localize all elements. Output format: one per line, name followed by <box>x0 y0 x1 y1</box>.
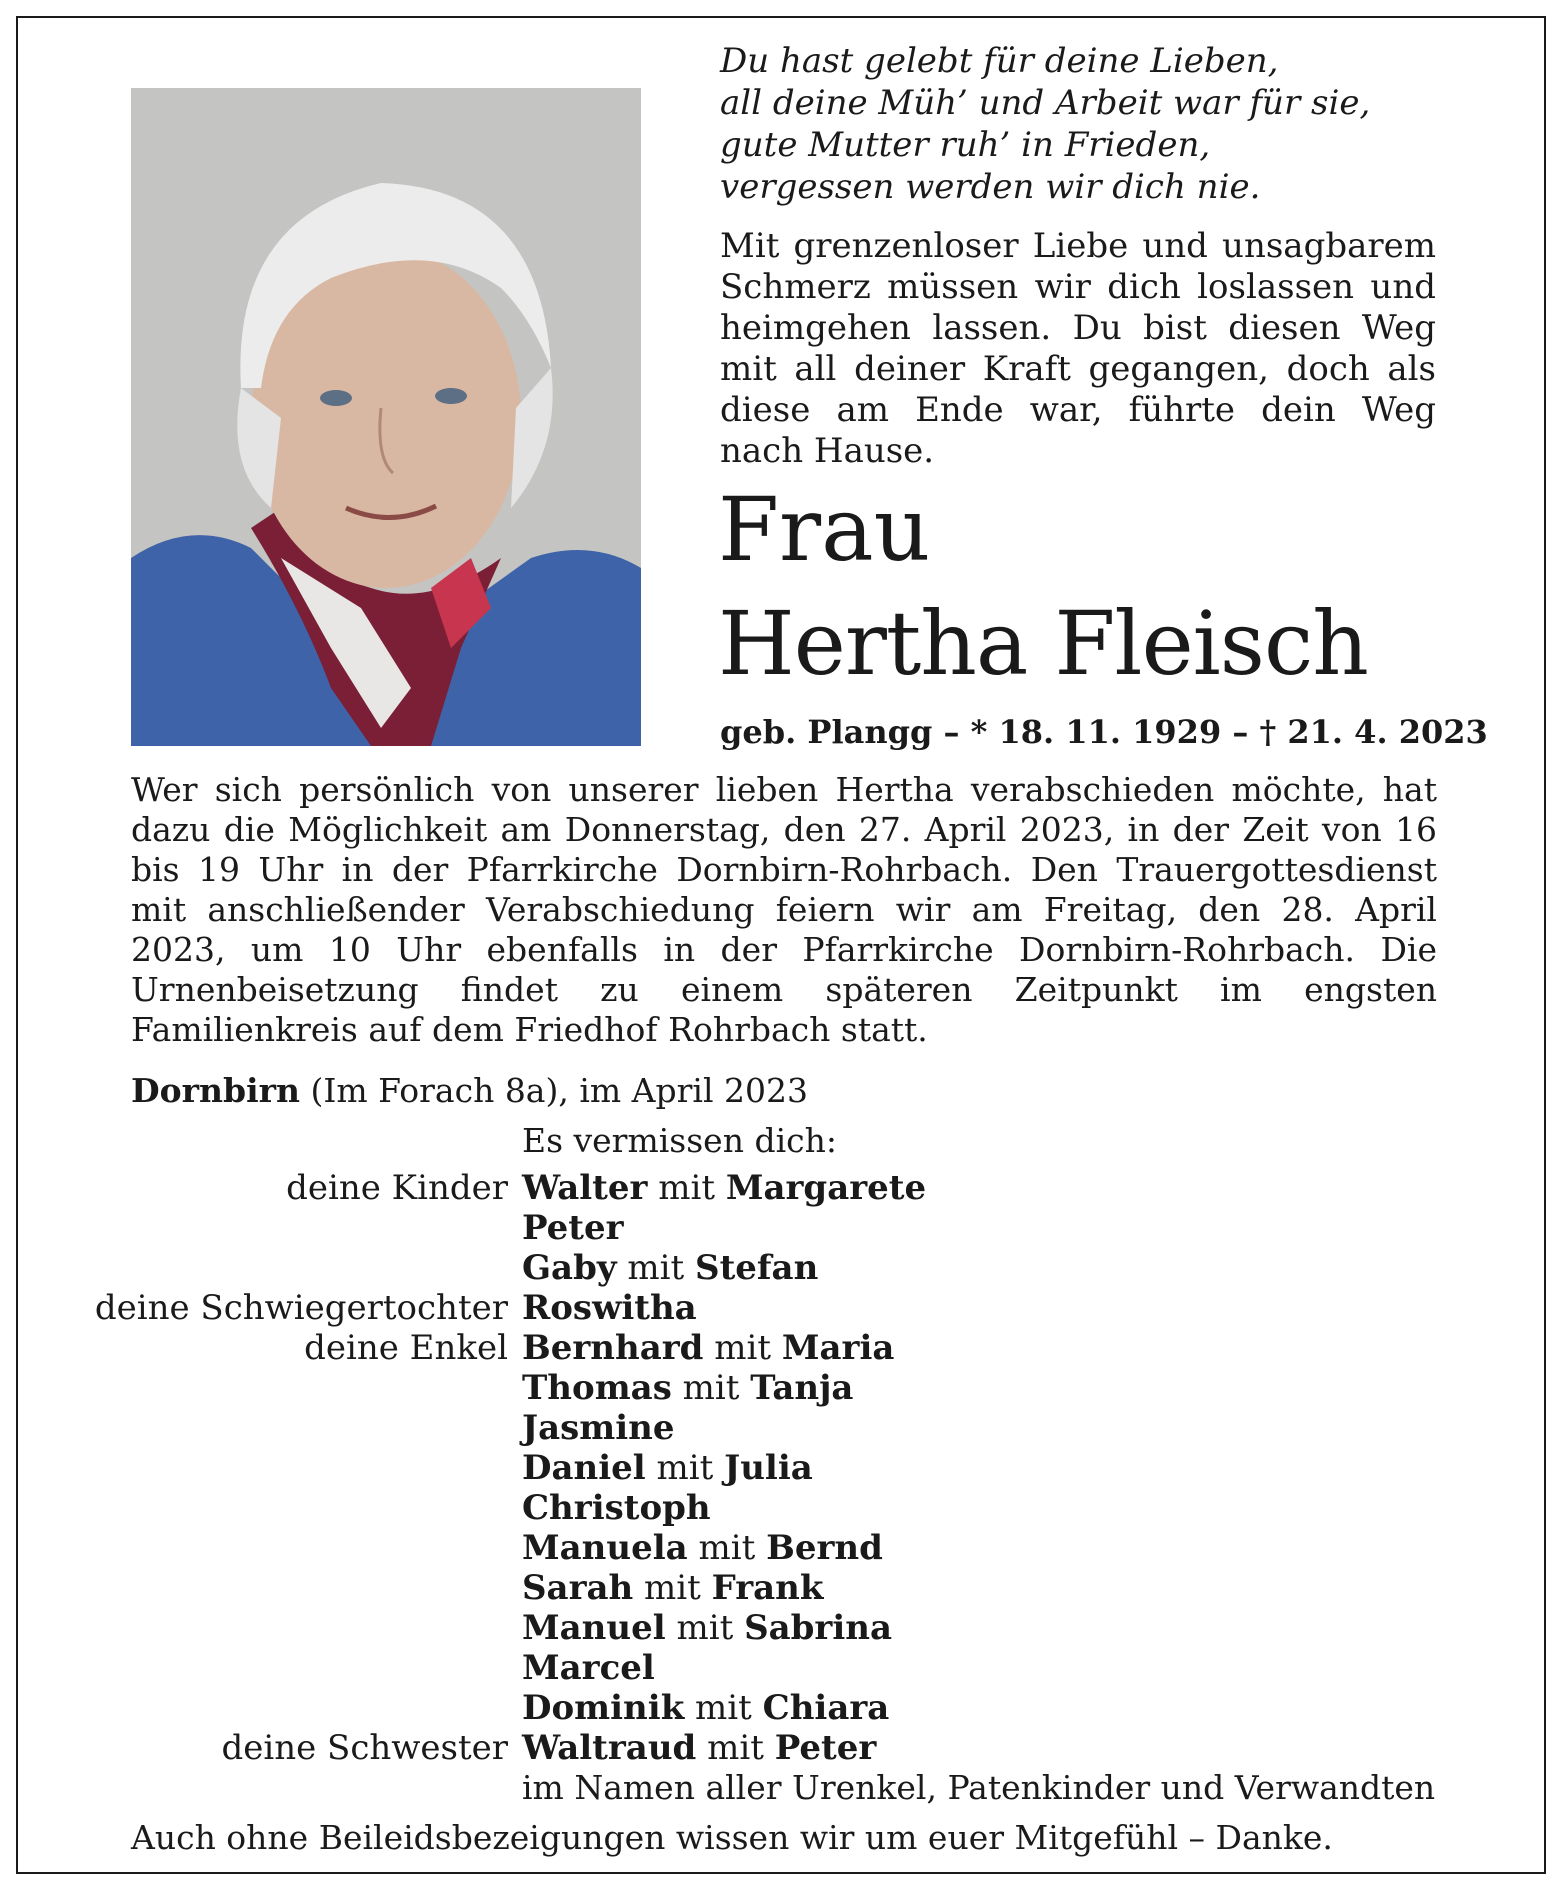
honorific: Frau <box>718 478 931 581</box>
mourner-row <box>80 1208 1500 1248</box>
mourner-row <box>80 1368 1500 1408</box>
mourner-row <box>80 1288 1500 1328</box>
poem-line: gute Mutter ruh’ in Frieden, <box>720 125 1211 165</box>
mourner-relation <box>80 1608 522 1648</box>
mourner-name: Walter <box>522 1168 648 1208</box>
mourner-relation: deine Enkel <box>304 1328 508 1368</box>
mourner-relation <box>80 1368 522 1408</box>
mourner-joiner: mit <box>647 1168 726 1208</box>
mourner-row <box>80 1168 1500 1208</box>
mourner-relation <box>80 1448 522 1488</box>
mourner-partner: Margarete <box>725 1168 927 1208</box>
mourner-joiner: mit <box>665 1608 745 1648</box>
mourner-name: Peter <box>522 1208 624 1248</box>
mourner-partner: Maria <box>781 1328 895 1368</box>
funeral-details-paragraph: Wer sich persönlich von unserer lieben Hertha verabschieden möchte, hat dazu die Möglichkeit am Donnerstag, den 27. April 2023, in der Zeit von 16 bis 19 Uhr in der Pfarrkirche Dornbirn-Rohrbach. Den Trauergottesdienst mit anschließender Verabschiedung feiern wir am Freitag, den 28. April 2023, um 10 Uhr ebenfalls in der Pfarrkirche Dornbirn-Rohrbach. Die Urnenbeisetzung findet zu einem späteren Zeitpunkt im engsten Familienkreis auf dem Friedhof Rohrbach statt. <box>131 770 1437 1049</box>
mourner-partner: Julia <box>724 1448 813 1488</box>
mourner-relation: deine Schwiegertochter <box>94 1288 508 1328</box>
mourner-relation <box>80 1688 522 1728</box>
mourner-relation <box>80 1528 522 1568</box>
mourner-joiner: mit <box>671 1368 751 1408</box>
portrait-illustration <box>131 88 641 746</box>
poem <box>720 40 1440 208</box>
mourner-row <box>80 1448 1500 1488</box>
mourner-relation: deine Kinder <box>286 1168 508 1208</box>
mourner-joiner: mit <box>633 1568 712 1608</box>
mourner-partner: Bernd <box>766 1528 883 1568</box>
mourner-row <box>80 1528 1500 1568</box>
mourner-partner: Stefan <box>695 1248 819 1288</box>
mourner-name: Daniel <box>522 1448 646 1488</box>
poem-line: vergessen werden wir dich nie. <box>720 167 1261 207</box>
mourner-partner: Sabrina <box>744 1608 892 1648</box>
mourner-partner: Frank <box>711 1568 824 1608</box>
mourners-list <box>80 1168 1500 1768</box>
mourner-name: Waltraud <box>522 1728 697 1768</box>
mourner-relation <box>80 1208 522 1248</box>
mourner-name: Manuel <box>522 1608 666 1648</box>
place-line <box>131 1070 808 1112</box>
mourner-joiner: mit <box>703 1328 782 1368</box>
mourner-row <box>80 1568 1500 1608</box>
mourner-row <box>80 1728 1500 1768</box>
deceased-name: Hertha Fleisch <box>718 592 1368 695</box>
mourner-joiner: mit <box>684 1688 763 1728</box>
mourner-relation <box>80 1648 522 1688</box>
mourner-name: Gaby <box>522 1248 617 1288</box>
mourner-name: Thomas <box>522 1368 672 1408</box>
mourner-joiner: mit <box>696 1728 775 1768</box>
mourner-row <box>80 1608 1500 1648</box>
place-city: Dornbirn <box>131 1071 300 1110</box>
poem-line: Du hast gelebt für deine Lieben, <box>720 41 1279 81</box>
mourner-relation <box>80 1248 522 1288</box>
mourner-row <box>80 1408 1500 1448</box>
mourner-joiner: mit <box>616 1248 696 1288</box>
mourner-name: Manuela <box>522 1528 688 1568</box>
relatives-line: im Namen aller Urenkel, Patenkinder und Verwandten <box>522 1768 1436 1807</box>
poem-line: all deine Müh’ und Arbeit war für sie, <box>720 83 1371 123</box>
mourner-row <box>80 1248 1500 1288</box>
mourner-joiner: mit <box>645 1448 725 1488</box>
mourner-name: Jasmine <box>522 1408 675 1448</box>
mourner-relation <box>80 1408 522 1448</box>
mourner-relation <box>80 1488 522 1528</box>
mourner-partner: Peter <box>774 1728 877 1768</box>
birth-death-dates: geb. Plangg – * 18. 11. 1929 – † 21. 4. 2023 <box>720 713 1488 751</box>
mourner-name: Dominik <box>522 1688 685 1728</box>
intro-paragraph: Mit grenzenloser Liebe und unsagbarem Schmerz müssen wir dich loslassen und heimgehen lassen. Du bist diesen Weg mit all deiner Kraft gegangen, doch als diese am Ende war, führte dein Weg nach Hause. <box>720 226 1436 471</box>
mourner-name: Sarah <box>522 1568 634 1608</box>
mourner-name: Bernhard <box>522 1328 704 1368</box>
mourner-partner: Tanja <box>750 1368 854 1408</box>
mourner-partner: Chiara <box>762 1688 890 1728</box>
mourner-relation <box>80 1568 522 1608</box>
mourner-row <box>80 1328 1500 1368</box>
mourners-heading: Es vermissen dich: <box>522 1121 837 1160</box>
place-address-date: (Im Forach 8a), im April 2023 <box>300 1071 808 1110</box>
mourner-name: Christoph <box>522 1488 711 1528</box>
mourner-row <box>80 1648 1500 1688</box>
mourner-relation: deine Schwester <box>221 1728 508 1768</box>
mourner-row <box>80 1488 1500 1528</box>
mourner-row <box>80 1688 1500 1728</box>
mourner-joiner: mit <box>687 1528 767 1568</box>
portrait-photo <box>131 88 641 746</box>
closing-thanks: Auch ohne Beileidsbezeigungen wissen wir um euer Mitgefühl – Danke. <box>131 1818 1333 1857</box>
mourner-name: Marcel <box>522 1648 655 1688</box>
mourner-name: Roswitha <box>522 1288 697 1328</box>
